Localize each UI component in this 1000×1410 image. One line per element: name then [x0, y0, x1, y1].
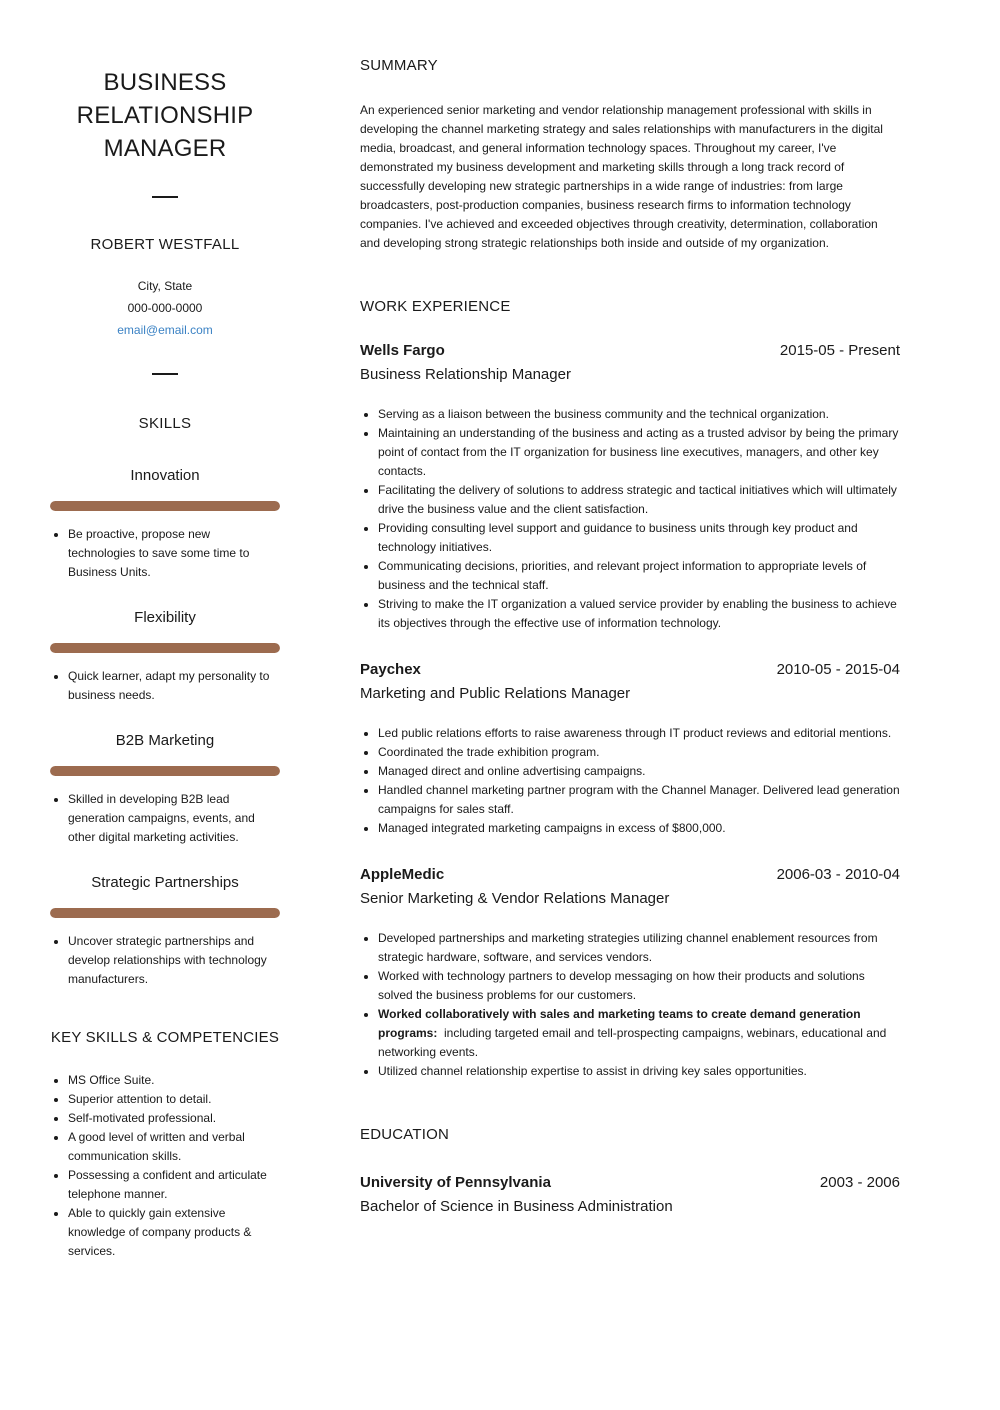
job-dates: 2015-05 - Present: [779, 342, 900, 359]
skill-item: [50, 466, 280, 582]
skill-level-fill: [50, 766, 280, 776]
skill-notes: [50, 667, 280, 705]
skill-notes: [50, 932, 280, 989]
key-skills-heading: KEY SKILLS & COMPETENCIES: [50, 1029, 280, 1046]
company-name: Paychex: [360, 661, 421, 678]
person-name: ROBERT WESTFALL: [90, 236, 240, 253]
education-dates: 2003 - 2006: [819, 1174, 900, 1191]
list-item: • Possessing a confident and articulate telephone manner.: [68, 1166, 280, 1204]
list-item: • Striving to make the IT organization a valued service provider by enabling the business to achieve its objectives through the effective use of information technology.: [378, 595, 900, 633]
skill-item: [50, 873, 280, 989]
location: City, State: [137, 279, 193, 293]
skill-item: [50, 731, 280, 847]
list-item: • Superior attention to detail.: [68, 1090, 280, 1109]
job-header: [360, 660, 900, 680]
list-item: • A good level of written and verbal communication skills.: [68, 1128, 280, 1166]
skill-level-bar: [50, 908, 280, 918]
degree: Bachelor of Science in Business Administration: [360, 1198, 673, 1215]
job-header: [360, 865, 900, 885]
skills-heading: SKILLS: [138, 415, 192, 432]
email-link[interactable]: email@email.com: [117, 323, 213, 337]
list-item: • Serving as a liaison between the business community and the technical organization.: [378, 405, 900, 424]
job-role: Marketing and Public Relations Manager: [360, 685, 631, 702]
list-item: [378, 1005, 900, 1062]
skill-name: Flexibility: [134, 609, 196, 626]
list-item: • Handled channel marketing partner program with the Channel Manager. Delivered lead generation campaigns for sales staff.: [378, 781, 900, 819]
list-item: • Uncover strategic partnerships and develop relationships with technology manufacturers.: [68, 932, 280, 989]
summary-text: An experienced senior marketing and vendor relationship management professional with skills in developing the channel marketing strategy and sales relationships with manufacturers in the digital media, broadcast, and general information technology spaces. Throughout my career, I've demonstrated my business development and marketing skills through a long track record of successfully developing new strategic partnerships in a wide range of industries: from large broadcasters, post-production companies, business research firms to information technology companies. I've achieved and exceeded objectives through creativity, determination, collaboration and developing strong strategic relationships both inside and outside of my organization.: [360, 103, 883, 250]
list-item: • Providing consulting level support and guidance to business units through key product and technology initiatives.: [378, 519, 900, 557]
bullet-text: including targeted email and tell-prospecting campaigns, webinars, educational and networking events.: [378, 1026, 887, 1059]
list-item: • Coordinated the trade exhibition program.: [378, 743, 900, 762]
list-item: • Self-motivated professional.: [68, 1109, 280, 1128]
education-header: [360, 1173, 900, 1193]
list-item: • Led public relations efforts to raise awareness through IT product reviews and editorial mentions.: [378, 724, 900, 743]
list-item: • Be proactive, propose new technologies to save some time to Business Units.: [68, 525, 280, 582]
list-item: • Developed partnerships and marketing strategies utilizing channel enablement resources from strategic hardware, software, and services vendors.: [378, 929, 900, 967]
list-item: • Managed integrated marketing campaigns in excess of $800,000.: [378, 819, 900, 838]
divider: [152, 196, 178, 198]
list-item: • Maintaining an understanding of the business and acting as a trusted advisor by being the primary point of contact from the IT organization for business line executives, managers, and other key contacts.: [378, 424, 900, 481]
company-name: Wells Fargo: [360, 342, 445, 359]
list-item: • MS Office Suite.: [68, 1071, 280, 1090]
list-item: • Facilitating the delivery of solutions to address strategic and tactical initiatives which will ultimately drive the business value and the client satisfaction.: [378, 481, 900, 519]
key-skills-list: [50, 1071, 280, 1261]
skill-name: Strategic Partnerships: [91, 874, 239, 891]
resume-title: BUSINESS RELATIONSHIP MANAGER: [76, 69, 254, 162]
skill-level-fill: [50, 643, 280, 653]
skill-item: [50, 608, 280, 705]
sidebar: [50, 0, 280, 1261]
skill-name: B2B Marketing: [115, 732, 215, 749]
list-item: • Able to quickly gain extensive knowledge of company products & services.: [68, 1204, 280, 1261]
contact-block: [50, 275, 280, 341]
skill-level-fill: [50, 908, 280, 918]
skill-level-bar: [50, 766, 280, 776]
skill-notes: [50, 790, 280, 847]
company-name: AppleMedic: [360, 866, 445, 883]
skill-level-bar: [50, 643, 280, 653]
job-header: [360, 341, 900, 361]
phone: 000-000-0000: [127, 301, 203, 315]
job-entry: [360, 865, 900, 1081]
job-entry: [360, 341, 900, 633]
education-entry: [360, 1173, 900, 1217]
skill-name: Innovation: [130, 467, 200, 484]
job-entry: [360, 660, 900, 838]
list-item: • Communicating decisions, priorities, and relevant project information to appropriate levels of business and the technical staff.: [378, 557, 900, 595]
school-name: University of Pennsylvania: [360, 1174, 551, 1191]
summary-heading: SUMMARY: [360, 57, 438, 74]
job-bullets: [360, 405, 900, 633]
list-item: • Utilized channel relationship expertise to assist in driving key sales opportunities.: [378, 1062, 900, 1081]
list-item: • Worked with technology partners to develop messaging on how their products and solutions solved the business problems for our customers.: [378, 967, 900, 1005]
main-content: [360, 0, 900, 1217]
job-bullets: [360, 929, 900, 1081]
education-heading: EDUCATION: [360, 1126, 450, 1143]
job-dates: 2006-03 - 2010-04: [776, 866, 900, 883]
list-item: • Quick learner, adapt my personality to business needs.: [68, 667, 280, 705]
list-item: • Skilled in developing B2B lead generation campaigns, events, and other digital marketing activities.: [68, 790, 280, 847]
job-role: Senior Marketing & Vendor Relations Manager: [360, 890, 670, 907]
divider: [152, 373, 178, 375]
job-role: Business Relationship Manager: [360, 366, 571, 383]
skill-notes: [50, 525, 280, 582]
skill-level-fill: [50, 501, 280, 511]
list-item: • Managed direct and online advertising campaigns.: [378, 762, 900, 781]
skill-level-bar: [50, 501, 280, 511]
bold-text: Worked collaboratively with sales and marketing teams to create demand generation programs:: [378, 1007, 861, 1040]
work-experience-heading: WORK EXPERIENCE: [360, 298, 511, 315]
job-dates: 2010-05 - 2015-04: [776, 661, 900, 678]
job-bullets: [360, 724, 900, 838]
